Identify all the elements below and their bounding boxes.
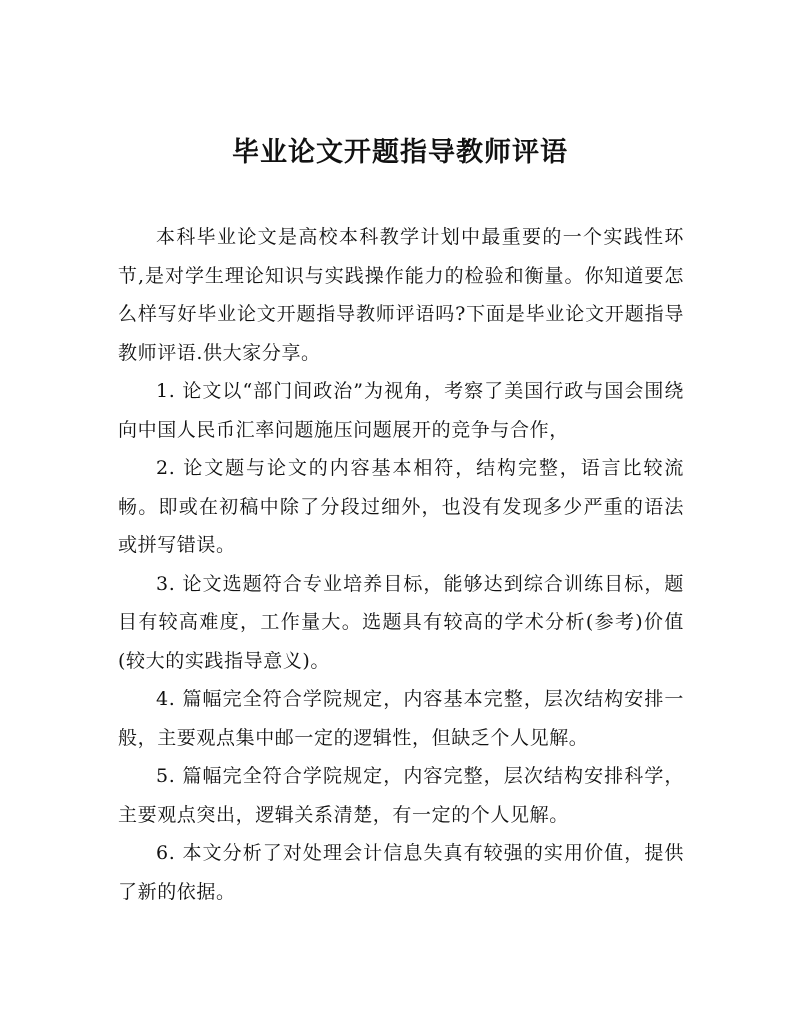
document-body — [118, 218, 684, 911]
comment-item-2: 2. 论文题与论文的内容基本相符，结构完整，语言比较流畅。即或在初稿中除了分段过细外，也没有发现多少严重的语法或拼写错误。 — [118, 457, 684, 556]
intro-paragraph: 本科毕业论文是高校本科教学计划中最重要的一个实践性环节,是对学生理论知识与实践操作能力的检验和衡量。你知道要怎么样写好毕业论文开题指导教师评语吗?下面是毕业论文开题指导教师评语.供大家分享。 — [118, 226, 684, 364]
comment-item-5: 5. 篇幅完全符合学院规定，内容完整，层次结构安排科学，主要观点突出，逻辑关系清楚，有一定的个人见解。 — [118, 765, 684, 826]
comment-item-6: 6. 本文分析了对处理会计信息失真有较强的实用价值，提供了新的依据。 — [118, 842, 684, 903]
comment-item-4: 4. 篇幅完全符合学院规定，内容基本完整，层次结构安排一般，主要观点集中邮一定的逻辑性，但缺乏个人见解。 — [118, 688, 684, 749]
page-title: 毕业论文开题指导教师评语 — [232, 137, 568, 168]
comment-item-3: 3. 论文选题符合专业培养目标，能够达到综合训练目标，题目有较高难度，工作量大。选题具有较高的学术分析(参考)价值(较大的实践指导意义)。 — [118, 572, 684, 672]
comment-item-1: 1. 论文以“部门间政治”为视角，考察了美国行政与国会围绕向中国人民币汇率问题施压问题展开的竞争与合作， — [118, 380, 684, 441]
